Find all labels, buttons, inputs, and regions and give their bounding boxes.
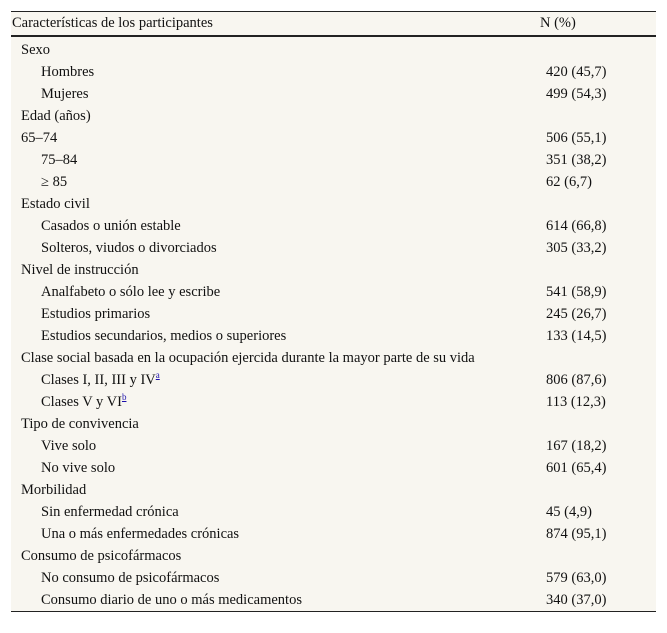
header-n-percent: N (%) [540, 12, 656, 36]
row-value [540, 259, 656, 281]
table-row [11, 149, 656, 171]
table-row [11, 105, 656, 127]
table-row [11, 391, 656, 413]
row-value: 541 (58,9) [546, 284, 607, 300]
row-label: Solteros, viudos o divorciados [41, 240, 217, 256]
row-label-with-footnote [11, 391, 540, 413]
table-row [11, 83, 656, 105]
table-row [11, 171, 656, 193]
row-value: 506 (55,1) [546, 130, 607, 146]
table-row [11, 259, 656, 281]
table-row [11, 61, 656, 83]
table-row [11, 369, 656, 391]
participants-table-container [11, 11, 656, 612]
row-value: 245 (26,7) [546, 306, 607, 322]
footnote-link-a[interactable]: a [155, 370, 160, 380]
row-label: 65–74 [21, 130, 58, 146]
row-label: No consumo de psicofármacos [41, 570, 220, 586]
table-row [11, 36, 656, 61]
row-label: Una o más enfermedades crónicas [41, 526, 240, 542]
row-label: Estudios secundarios, medios o superiores [41, 328, 287, 344]
table-row [11, 567, 656, 589]
section-heading-sexo: Sexo [21, 42, 50, 58]
row-value: 62 (6,7) [546, 174, 592, 190]
row-value: 601 (65,4) [546, 460, 607, 476]
table-row [11, 215, 656, 237]
table-row [11, 523, 656, 545]
row-value: 340 (37,0) [546, 592, 607, 608]
row-value: 45 (4,9) [546, 504, 592, 520]
table-header-row [11, 12, 656, 36]
table-row [11, 347, 656, 369]
section-heading-nivel-instruccion: Nivel de instrucción [21, 262, 139, 278]
row-value [540, 413, 656, 435]
row-value: 113 (12,3) [546, 394, 606, 410]
row-value: 305 (33,2) [546, 240, 607, 256]
section-heading-clase-social: Clase social basada en la ocupación ejercida durante la mayor parte de su vida [21, 350, 475, 366]
table-row [11, 325, 656, 347]
section-heading-convivencia: Tipo de convivencia [21, 416, 139, 432]
row-value [540, 193, 656, 215]
row-value: 874 (95,1) [546, 526, 607, 542]
row-label: ≥ 85 [41, 174, 68, 190]
row-label: Vive solo [41, 438, 97, 454]
row-value: 614 (66,8) [546, 218, 607, 234]
row-value: 133 (14,5) [546, 328, 607, 344]
table-row [11, 281, 656, 303]
row-label: Estudios primarios [41, 306, 151, 322]
row-label: Analfabeto o sólo lee y escribe [41, 284, 221, 300]
participants-table [11, 12, 656, 611]
row-label: Consumo diario de uno o más medicamentos [41, 592, 302, 608]
table-row [11, 457, 656, 479]
row-value [540, 545, 656, 567]
row-label: No vive solo [41, 460, 116, 476]
row-label-with-footnote [11, 369, 540, 391]
row-value: 420 (45,7) [546, 64, 607, 80]
table-row [11, 479, 656, 501]
section-heading-morbilidad: Morbilidad [21, 482, 87, 498]
row-value [540, 105, 656, 127]
table-row [11, 193, 656, 215]
row-value: 806 (87,6) [546, 372, 607, 388]
row-label: Sin enfermedad crónica [41, 504, 179, 520]
row-label: Clases V y VI [41, 394, 122, 410]
row-value: 579 (63,0) [546, 570, 607, 586]
table-row [11, 435, 656, 457]
table-row [11, 545, 656, 567]
row-value [540, 347, 656, 369]
row-label: Casados o unión estable [41, 218, 181, 234]
row-label: Mujeres [41, 86, 89, 102]
table-row [11, 589, 656, 611]
section-heading-estado-civil: Estado civil [21, 196, 90, 212]
row-value [540, 36, 656, 61]
row-label: Hombres [41, 64, 95, 80]
row-value: 499 (54,3) [546, 86, 607, 102]
table-row [11, 413, 656, 435]
table-row [11, 303, 656, 325]
footnote-link-b[interactable]: b [121, 392, 127, 402]
row-label: 75–84 [41, 152, 78, 168]
section-heading-edad: Edad (años) [21, 108, 91, 124]
table-row [11, 237, 656, 259]
section-heading-psicofarmacos: Consumo de psicofármacos [21, 548, 182, 564]
row-value: 167 (18,2) [546, 438, 607, 454]
table-row [11, 501, 656, 523]
row-value [540, 479, 656, 501]
row-label: Clases I, II, III y IV [41, 372, 156, 388]
row-value: 351 (38,2) [546, 152, 607, 168]
header-characteristics: Características de los participantes [11, 12, 540, 36]
table-row [11, 127, 656, 149]
